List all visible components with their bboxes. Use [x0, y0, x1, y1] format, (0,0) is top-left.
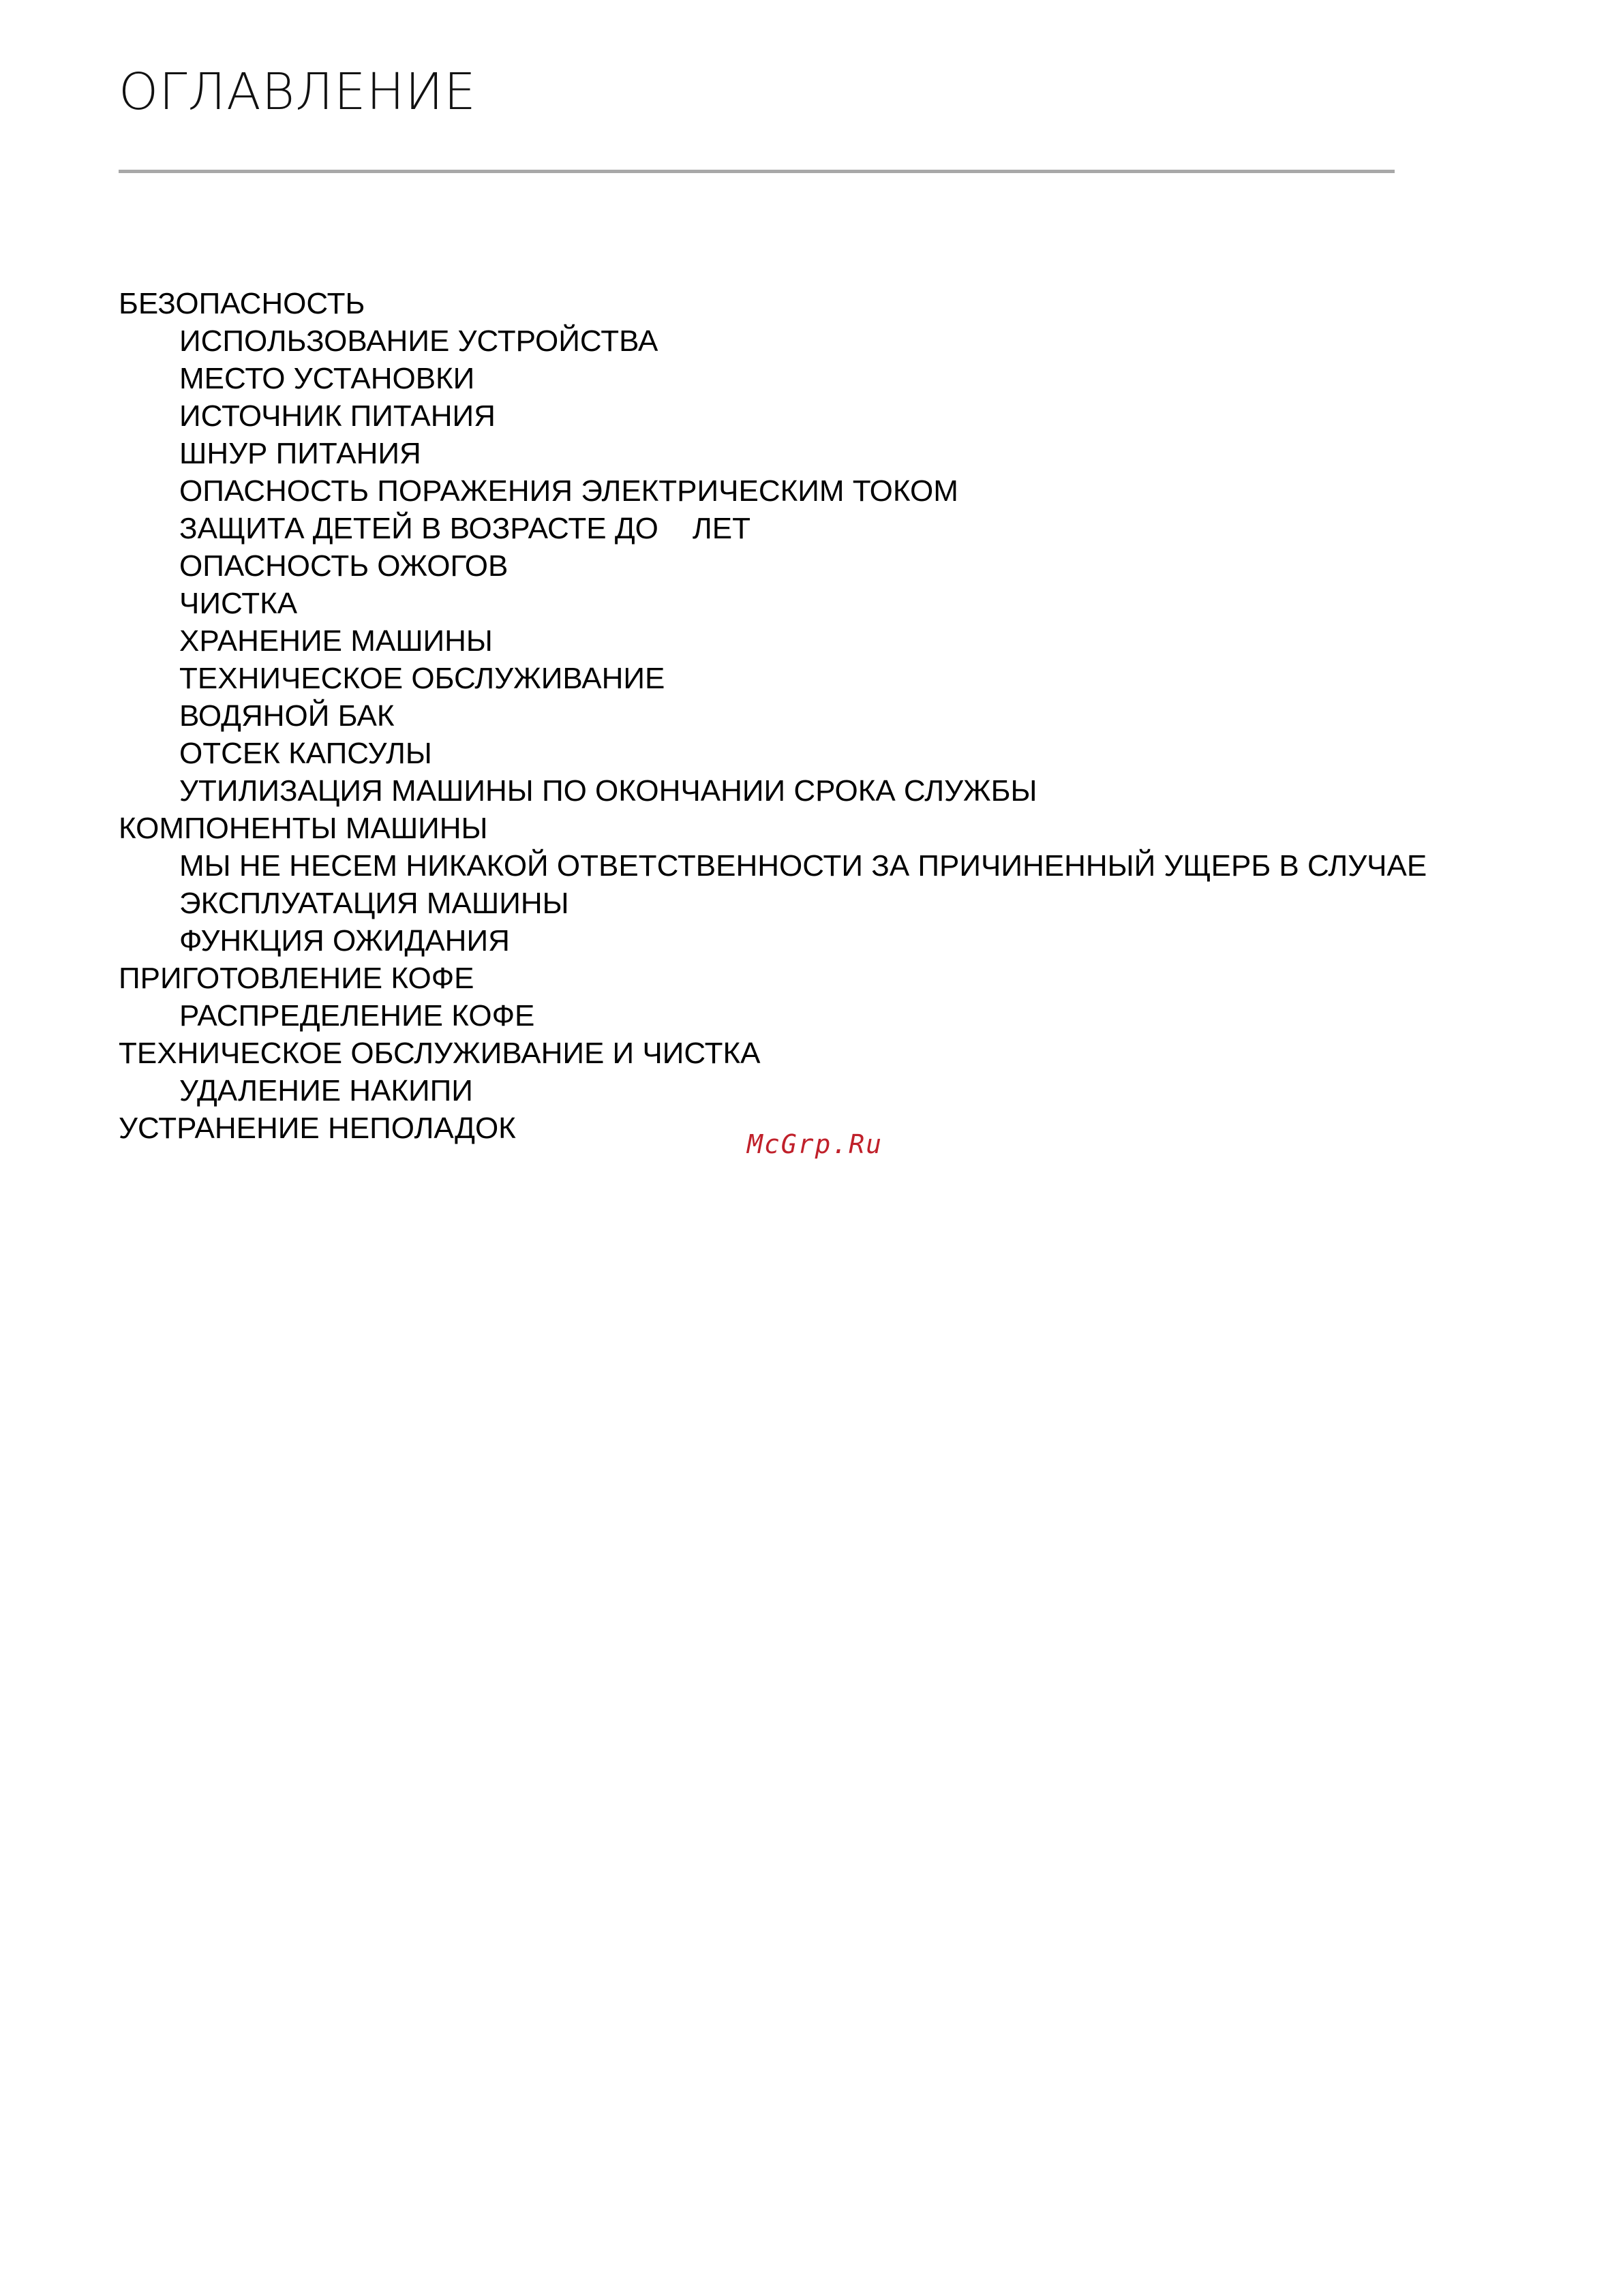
toc-label: УСТРАНЕНИЕ НЕПОЛАДОК — [119, 1112, 516, 1145]
toc-subsection[interactable] — [119, 772, 1427, 810]
toc-subsection[interactable] — [119, 885, 1427, 922]
toc-subsection[interactable] — [119, 922, 1427, 960]
toc-section[interactable] — [119, 810, 1427, 847]
page-title: ОГЛАВЛЕНИЕ — [119, 63, 476, 121]
toc-label: УТИЛИЗАЦИЯ МАШИНЫ ПО ОКОНЧАНИИ СРОКА СЛУЖБЫ — [179, 774, 1037, 808]
toc-label: БЕЗОПАСНОСТЬ — [119, 287, 365, 320]
toc-subsection[interactable] — [119, 435, 1427, 472]
toc-label: ИСПОЛЬЗОВАНИЕ УСТРОЙСТВА — [179, 324, 658, 358]
toc-subsection[interactable] — [119, 697, 1427, 735]
watermark: McGrp.Ru — [747, 1129, 883, 1159]
toc-subsection[interactable] — [119, 360, 1427, 397]
toc-subsection[interactable] — [119, 1072, 1427, 1109]
table-of-contents — [119, 285, 1427, 1147]
toc-label-suffix: ЛЕТ — [692, 512, 750, 545]
toc-label: МЕСТО УСТАНОВКИ — [179, 362, 475, 395]
toc-subsection[interactable] — [119, 622, 1427, 660]
toc-label: МЫ НЕ НЕСЕМ НИКАКОЙ ОТВЕТСТВЕННОСТИ ЗА ПРИЧИНЕННЫЙ УЩЕРБ В СЛУЧАЕ — [179, 849, 1427, 883]
toc-label: ФУНКЦИЯ ОЖИДАНИЯ — [179, 924, 510, 958]
toc-subsection[interactable] — [119, 847, 1427, 885]
toc-label: ОТСЕК КАПСУЛЫ — [179, 737, 432, 770]
toc-label: УДАЛЕНИЕ НАКИПИ — [179, 1074, 473, 1107]
title-divider — [119, 170, 1395, 173]
toc-label: КОМПОНЕНТЫ МАШИНЫ — [119, 812, 488, 845]
toc-subsection[interactable] — [119, 585, 1427, 622]
toc-label: ШНУР ПИТАНИЯ — [179, 437, 421, 470]
toc-label: ТЕХНИЧЕСКОЕ ОБСЛУЖИВАНИЕ И ЧИСТКА — [119, 1037, 761, 1070]
toc-subsection[interactable] — [119, 510, 1427, 547]
toc-subsection[interactable] — [119, 397, 1427, 435]
toc-label: ХРАНЕНИЕ МАШИНЫ — [179, 624, 493, 658]
toc-label: ИСТОЧНИК ПИТАНИЯ — [179, 399, 496, 433]
toc-subsection[interactable] — [119, 735, 1427, 772]
toc-label: ТЕХНИЧЕСКОЕ ОБСЛУЖИВАНИЕ — [179, 662, 665, 695]
toc-label: ЧИСТКА — [179, 587, 298, 620]
toc-section[interactable] — [119, 1035, 1427, 1072]
toc-label: ВОДЯНОЙ БАК — [179, 699, 395, 733]
toc-section[interactable] — [119, 960, 1427, 997]
toc-label: ПРИГОТОВЛЕНИЕ КОФЕ — [119, 962, 474, 995]
toc-label: ОПАСНОСТЬ ПОРАЖЕНИЯ ЭЛЕКТРИЧЕСКИМ ТОКОМ — [179, 474, 958, 508]
toc-label: РАСПРЕДЕЛЕНИЕ КОФЕ — [179, 999, 535, 1032]
toc-section[interactable] — [119, 285, 1427, 322]
toc-label: ЭКСПЛУАТАЦИЯ МАШИНЫ — [179, 887, 569, 920]
toc-subsection[interactable] — [119, 547, 1427, 585]
toc-subsection[interactable] — [119, 997, 1427, 1035]
toc-subsection[interactable] — [119, 472, 1427, 510]
toc-subsection[interactable] — [119, 322, 1427, 360]
toc-subsection[interactable] — [119, 660, 1427, 697]
toc-label: ОПАСНОСТЬ ОЖОГОВ — [179, 549, 509, 583]
toc-label: ЗАЩИТА ДЕТЕЙ В ВОЗРАСТЕ ДО — [179, 512, 658, 545]
